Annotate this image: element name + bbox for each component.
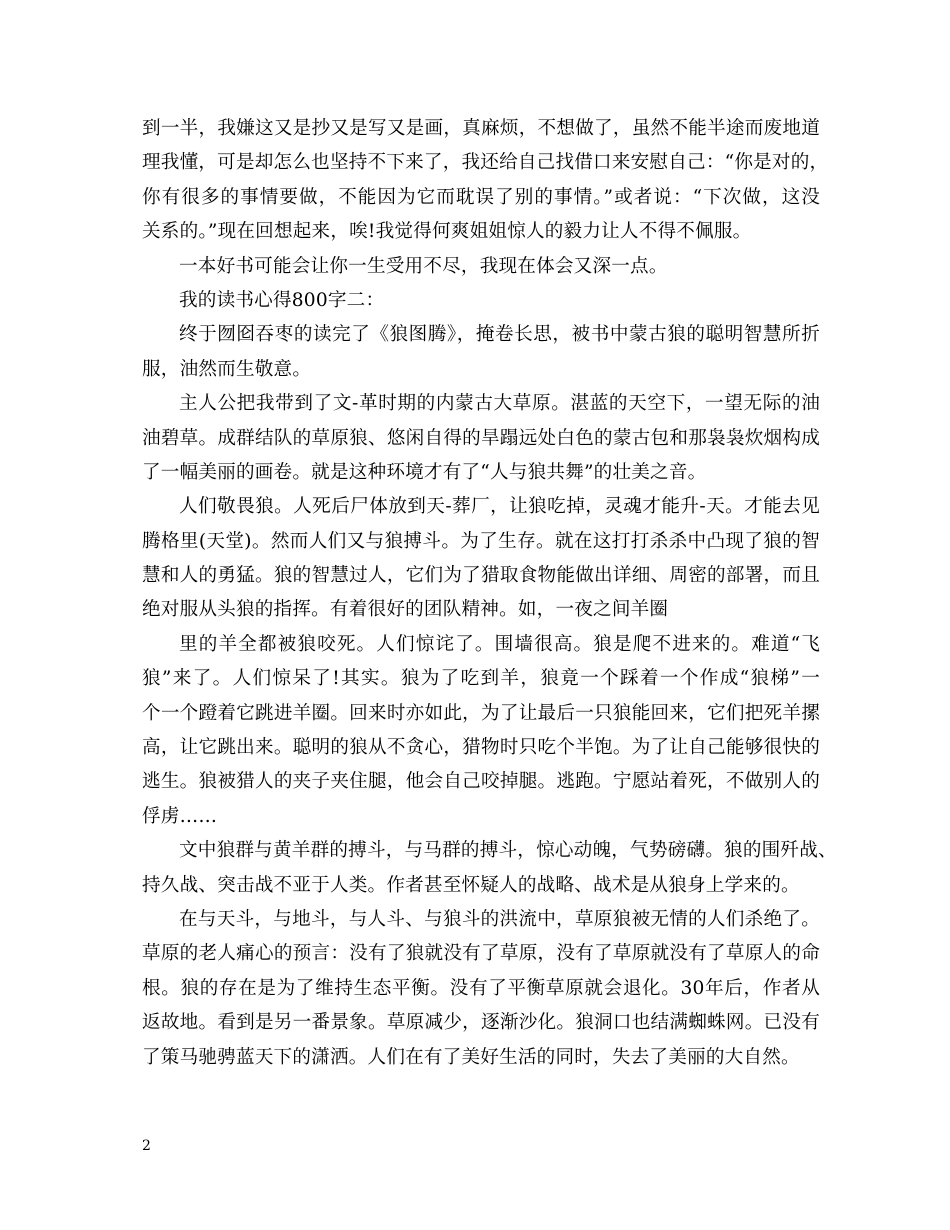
text-line: 了策马驰骋蓝天下的潇洒。人们在有了美好生活的同时，失去了美丽的大自然。	[142, 1046, 800, 1068]
text-line: 油碧草。成群结队的草原狼、悠闲自得的旱蹋远处白色的蒙古包和那袅袅炊烟构成	[142, 427, 820, 449]
text-line: 个一个蹬着它跳进羊圈。回来时亦如此，为了让最后一只狼能回来，它们把死羊摞	[142, 702, 820, 724]
text-line: 返故地。看到是另一番景象。草原减少，逐渐沙化。狼洞口也结满蜘蛛网。已没有	[142, 1012, 820, 1034]
text-line: 狼”来了。人们惊呆了!其实。狼为了吃到羊，狼竟一个踩着一个作成“狼梯”一	[142, 668, 820, 690]
text-line: 持久战、突击战不亚于人类。作者甚至怀疑人的战略、战术是从狼身上学来的。	[142, 874, 800, 896]
text-line: 在与天斗，与地斗，与人斗、与狼斗的洪流中，草原狼被无情的人们杀绝了。	[179, 908, 820, 930]
text-line: 腾格里(天堂)。然而人们又与狼搏斗。为了生存。就在这打打杀杀中凸现了狼的智	[142, 530, 820, 552]
text-line: 你有很多的事情要做，不能因为它而耽误了别的事情。”或者说：“下次做，这没	[142, 186, 820, 208]
text-line: 到一半，我嫌这又是抄又是写又是画，真麻烦，不想做了，虽然不能半途而废地道	[142, 118, 820, 139]
text-line: 逃生。狼被猎人的夹子夹住腿，他会自己咬掉腿。逃跑。宁愿站着死，不做别人的	[142, 771, 820, 793]
text-line: 根。狼的存在是为了维持生态平衡。没有了平衡草原就会退化。30年后，作者从	[142, 977, 820, 999]
text-line: 主人公把我带到了文-革时期的内蒙古大草原。湛蓝的天空下，一望无际的油	[179, 393, 820, 415]
text-line: 理我懂，可是却怎么也坚持不下来了，我还给自己找借口来安慰自己：“你是对的，	[142, 152, 829, 174]
text-line: 服，油然而生敬意。	[142, 358, 312, 380]
text-line: 了一幅美丽的画卷。就是这种环境才有了“人与狼共舞”的壮美之音。	[142, 461, 707, 483]
text-line: 一本好书可能会让你一生受用不尽，我现在体会又深一点。	[179, 255, 668, 277]
text-line: 绝对服从头狼的指挥。有着很好的团队精神。如，一夜之间羊圈	[142, 599, 669, 621]
text-line: 里的羊全都被狼咬死。人们惊诧了。围墙很高。狼是爬不进来的。难道“飞	[179, 633, 820, 655]
text-line: 草原的老人痛心的预言：没有了狼就没有了草原，没有了草原就没有了草原人的命	[142, 943, 820, 965]
text-line: 俘虏……	[142, 805, 218, 827]
text-line: 人们敬畏狼。人死后尸体放到天-葬厂，让狼吃掉，灵魂才能升-天。才能去见	[179, 496, 820, 518]
text-line: 关系的。”现在回想起来，唉!我觉得何爽姐姐惊人的毅力让人不得不佩服。	[142, 221, 752, 243]
text-line: 慧和人的勇猛。狼的智慧过人，它们为了猎取食物能做出详细、周密的部署，而且	[142, 565, 820, 587]
text-line: 高，让它跳出来。聪明的狼从不贪心，猎物时只吃个半饱。为了让自己能够很快的	[142, 737, 820, 759]
text-line: 终于囫囵吞枣的读完了《狼图腾》，掩卷长思，被书中蒙古狼的聪明智慧所折	[179, 324, 820, 346]
text-line: 我的读书心得800字二：	[179, 289, 385, 311]
page-number: 2	[142, 1138, 151, 1154]
text-line: 文中狼群与黄羊群的搏斗，与马群的搏斗，惊心动魄，气势磅礴。狼的围歼战、	[179, 840, 837, 862]
body-text	[142, 112, 837, 1075]
